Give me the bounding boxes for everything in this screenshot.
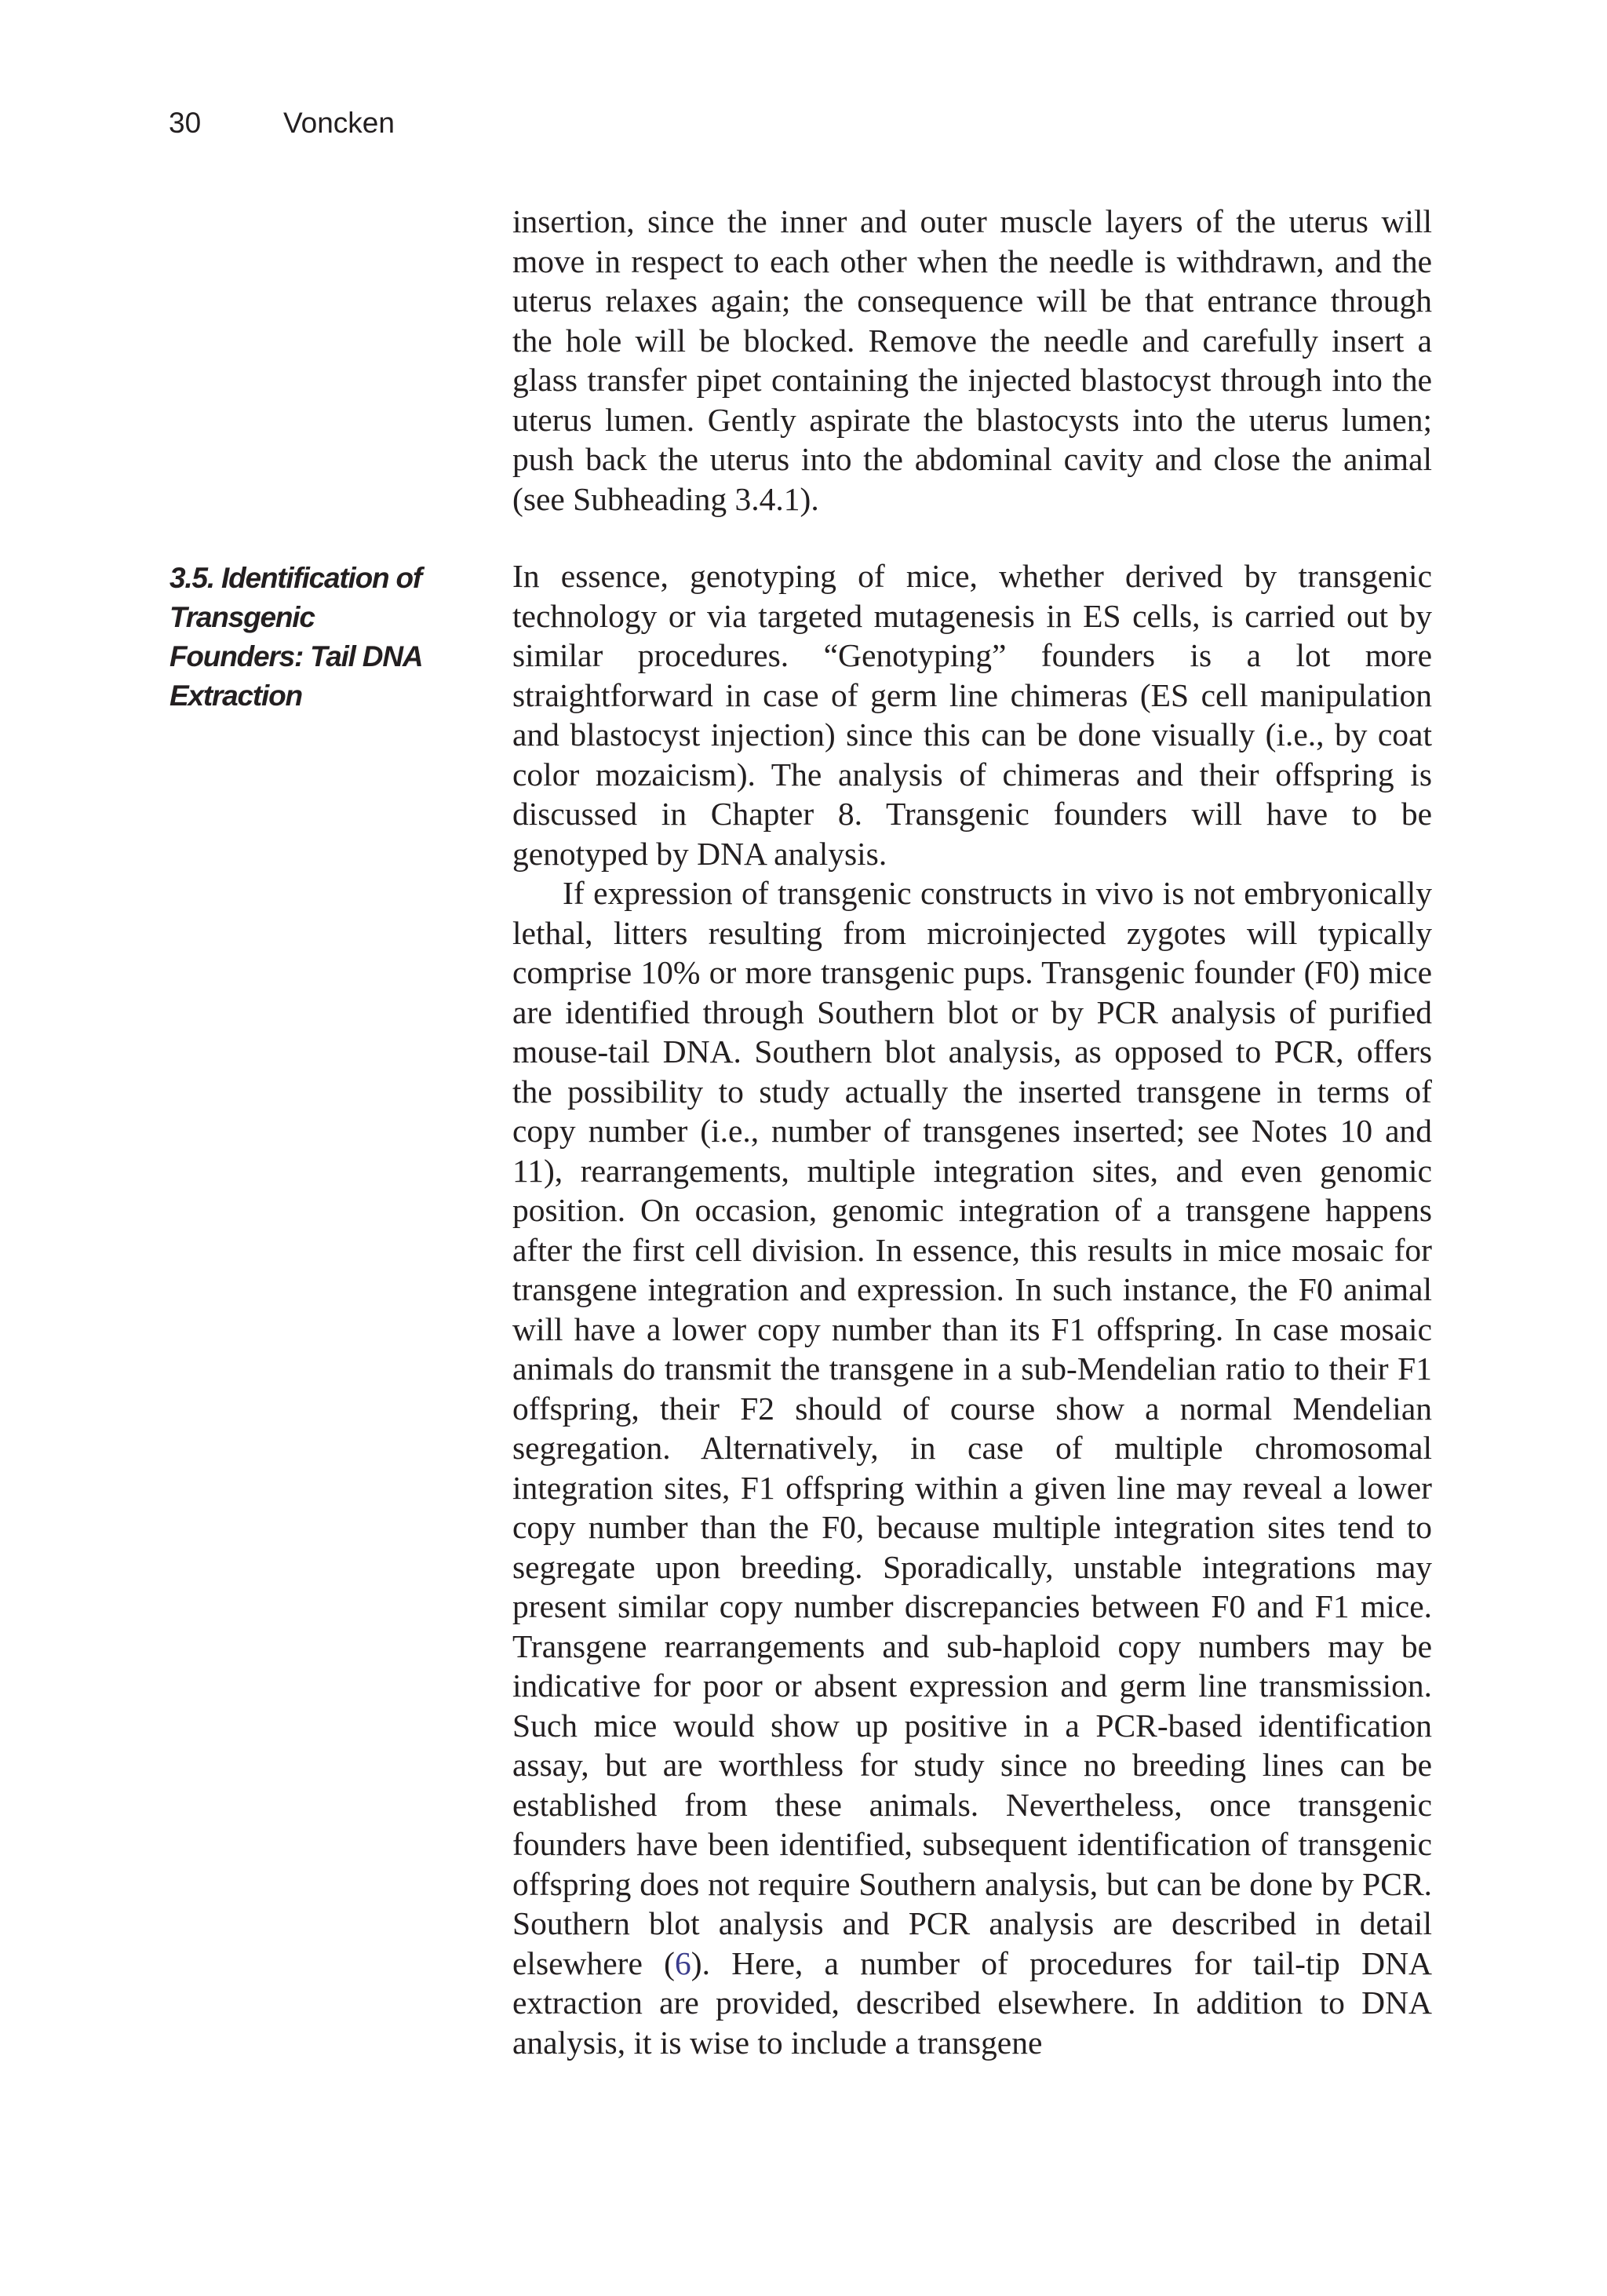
paragraph-transgenic-founders (512, 873, 1432, 2062)
paragraph-uterus-transfer: insertion, since the inner and outer muscle layers of the uterus will move in respect to each other when the needle is withdrawn, and the uterus relaxes again; the consequence will be that entrance through the hole will be blocked. Remove the needle and carefully insert a glass transfer pipet containing the injected blastocyst through into the uterus lumen. Gently aspirate the blastocysts into the uterus lumen; push back the uterus into the abdominal cavity and close the animal (see Subheading 3.4.1). (512, 203, 1432, 517)
paragraph-text-before-reference: If expression of transgenic constructs in vivo is not embryonically lethal, litters resulting from microinjected zygotes will typically comprise 10% or more transgenic pups. Transgenic founder (F0) mice are identified through Southern blot or by PCR analysis of purified mouse-tail DNA. Southern blot analysis, as opposed to PCR, offers the possibility to study actually the inserted transgene in terms of copy number (i.e., number of transgenes inserted; see Notes 10 and 11), rearrangements, multiple integration sites, and even genomic position. On occasion, genomic integration of a transgene happens after the first cell division. In essence, this results in mice mosaic for transgene integration and expression. In such instance, the F0 animal will have a lower copy number than its F1 offspring. In case mosaic animals do transmit the transgene in a sub-Mendelian ratio to their F1 offspring, their F2 should of course show a normal Mendelian segregation. Alternatively, in case of multiple chromosomal integration sites, F1 offspring within a given line may reveal a lower copy number than the F0, because multiple integration sites tend to segregate upon breeding. Sporadically, unstable integrations may present similar copy number discrepancies between F0 and F1 mice. Transgene rearrangements and sub-haploid copy numbers may be indicative for poor or absent expression and germ line transmission. Such mice would show up positive in a PCR-based identification assay, but are worthless for study since no breeding lines can be established from these animals. Nevertheless, once transgenic founders have been identified, subsequent identification of transgenic offspring does not require Southern analysis, but can be done by PCR. Southern blot analysis and PCR analysis are described in detail elsewhere ( (512, 875, 1432, 1981)
page-number: 30 (169, 107, 202, 139)
section-heading: 3.5. Identification of Transgenic Founders: Tail DNA Extraction (169, 562, 422, 712)
running-head (169, 108, 395, 137)
top-paragraph-block (512, 202, 1432, 519)
paragraph-text-after-reference: ). Here, a number of procedures for tail-tip DNA extraction are provided, described elsewhere. In addition to DNA analysis, it is wise to include a transgene (512, 1944, 1433, 2061)
section-body (512, 556, 1432, 2062)
paragraph-genotyping: In essence, genotyping of mice, whether derived by transgenic technology or via targeted mutagenesis in ES cells, is carried out by similar procedures. “Genotyping” founders is a lot more straightforward in case of germ line chimeras (ES cell manipulation and blastocyst injection) since this can be done visually (i.e., by coat color mozaicism). The analysis of chimeras and their offspring is discussed in Chapter 8. Transgenic founders will have to be genotyped by DNA analysis. (512, 558, 1432, 872)
reference-link[interactable]: 6 (675, 1944, 691, 1981)
running-head-author: Voncken (283, 107, 395, 139)
